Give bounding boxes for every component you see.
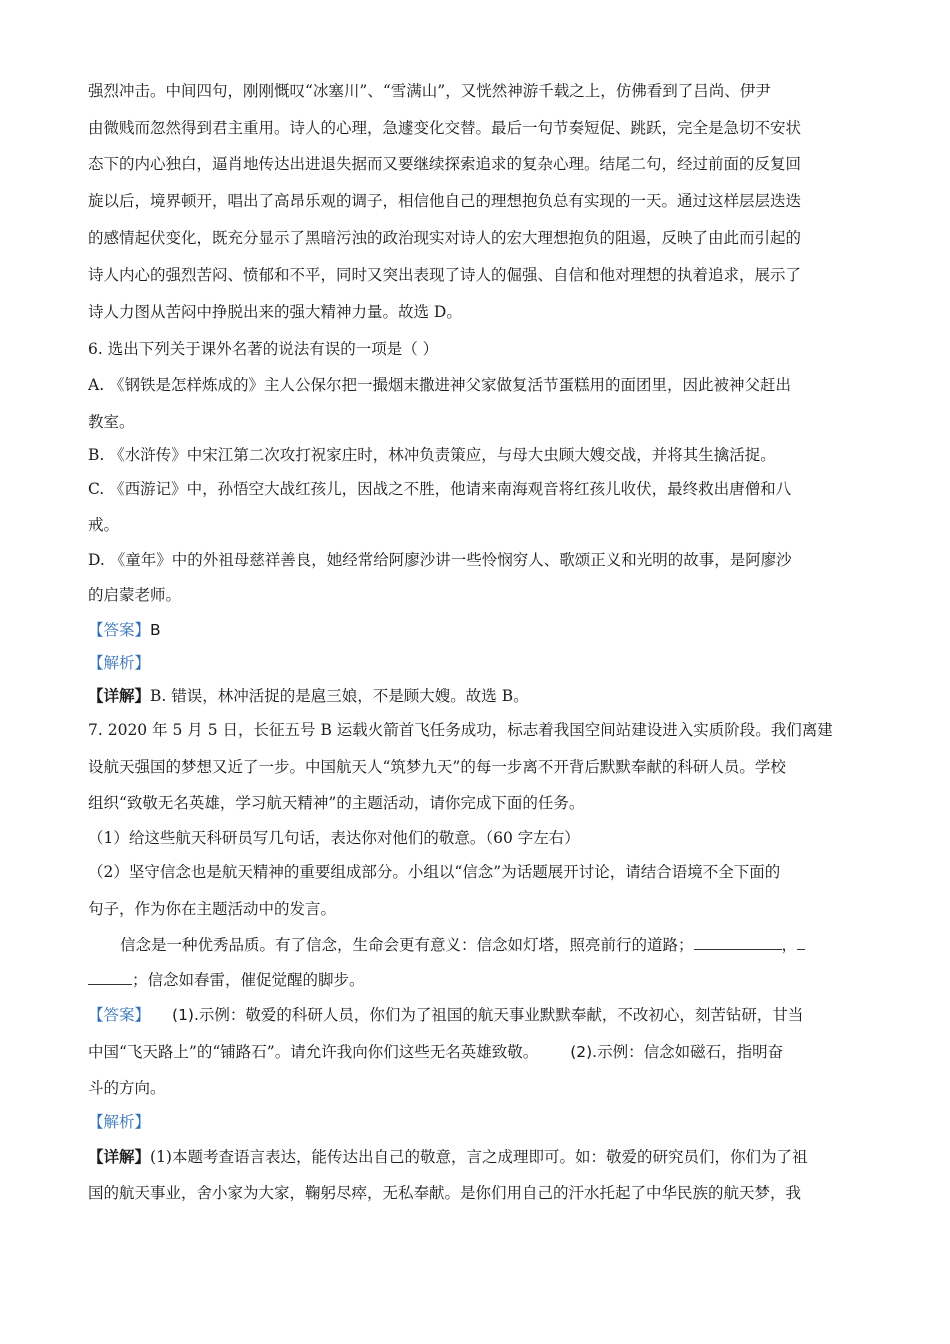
q7-sub2-cont: 句子，作为你在主题活动中的发言。	[88, 900, 337, 918]
q7-passage-line2	[88, 968, 868, 992]
q7-sub2: （2）坚守信念也是航天精神的重要组成部分。小组以“信念”为话题展开讨论，请结合语境不全下面的	[88, 863, 781, 881]
q6-option-b: B. 《水浒传》中宋江第二次攻打祝家庄时，林冲负责策应，与母大虫顾大嫂交战，并将其生擒活捉。	[88, 446, 776, 464]
q6-option-c: C. 《西游记》中，孙悟空大战红孩儿，因战之不胜，他请来南海观音将红孩儿收伏，最终救出唐僧和八	[88, 480, 792, 498]
q7-answer-row2	[88, 1040, 868, 1064]
q7-stem-line3: 组织“致敬无名英雄，学习航天精神”的主题活动，请你完成下面的任务。	[88, 794, 585, 812]
q5-analysis-line: 诗人内心的强烈苦闷、愤郁和不平，同时又突出表现了诗人的倔强、自信和他对理想的执着追求，展示了	[88, 266, 802, 284]
q6-answer-row	[88, 618, 868, 642]
answer-tag: 【答案】	[88, 621, 151, 639]
fill-blank-2-start	[797, 935, 805, 950]
q7-passage-comma: ，	[781, 936, 798, 954]
detail-tag: 【详解】	[88, 686, 151, 705]
q7-analysis-tag: 【解析】	[88, 1113, 151, 1131]
q6-option-d-cont: 的启蒙老师。	[88, 586, 182, 604]
q7-passage-line1	[120, 933, 900, 957]
q6-answer: B	[150, 621, 161, 639]
q7-passage-part2: ；信念如春雷，催促觉醒的脚步。	[132, 971, 365, 989]
q7-stem-line2: 设航天强国的梦想又近了一步。中国航天人“筑梦九天”的每一步离不开背后默默奉献的科研人员。学校	[88, 758, 786, 776]
fill-blank-2-end	[88, 970, 132, 985]
q5-analysis-line: 态下的内心独白，逼肖地传达出进退失据而又要继续探索追求的复杂心理。结尾二句，经过前面的反复回	[88, 155, 802, 173]
q7-answer-row3: 斗的方向。	[88, 1079, 166, 1097]
q7-answer-2-num: (2).	[570, 1043, 598, 1061]
detail-tag: 【详解】	[88, 1147, 151, 1166]
q6-detail-row	[88, 684, 868, 708]
q7-detail-row2: 国的航天事业，舍小家为大家，鞠躬尽瘁，无私奉献。是你们用自己的汗水托起了中华民族的航天梦，我	[88, 1184, 802, 1202]
q5-analysis-line: 的感情起伏变化，既充分显示了黑暗污浊的政治现实对诗人的宏大理想抱负的阻遏，反映了由此而引起的	[88, 229, 802, 247]
q7-answer-1-num: (1).	[172, 1006, 199, 1024]
q7-passage-part1: 信念是一种优秀品质。有了信念，生命会更有意义：信念如灯塔，照亮前行的道路；	[120, 936, 694, 954]
q6-analysis-tag: 【解析】	[88, 654, 151, 672]
q7-answer-row1	[88, 1003, 868, 1027]
q5-analysis-line: 旋以后，境界顿开，唱出了高昂乐观的调子，相信他自己的理想抱负总有实现的一天。通过这样层层迭迭	[88, 192, 802, 210]
q6-stem: 6. 选出下列关于课外名著的说法有误的一项是（ ）	[88, 340, 439, 358]
q6-option-d: D. 《童年》中的外祖母慈祥善良，她经常给阿廖沙讲一些怜悯穷人、歌颂正义和光明的故事，是阿廖沙	[88, 551, 792, 569]
q6-option-a-cont: 教室。	[88, 413, 135, 431]
fill-blank-1	[694, 935, 782, 950]
q7-detail-row1	[88, 1145, 868, 1169]
q7-answer-1-cont: 中国“飞天路上”的“铺路石”。请允许我向你们这些无名英雄致敬。	[88, 1043, 539, 1061]
q5-analysis-line: 强烈冲击。中间四句，刚刚慨叹“冰塞川”、“雪满山”，又恍然神游千载之上，仿佛看到了吕尚、伊尹	[88, 82, 771, 100]
q5-analysis-line: 诗人力图从苦闷中挣脱出来的强大精神力量。故选 D。	[88, 303, 462, 321]
q7-answer-1: 示例：敬爱的科研人员，你们为了祖国的航天事业默默奉献，不改初心，刻苦钻研，甘当	[198, 1006, 804, 1024]
q6-option-c-cont: 戒。	[88, 516, 120, 534]
q7-sub1: （1）给这些航天科研员写几句话，表达你对他们的敬意。（60 字左右）	[88, 829, 580, 847]
q7-stem-line1: 7. 2020 年 5 月 5 日，长征五号 B 运载火箭首飞任务成功，标志着我国空间站建设进入实质阶段。我们离建	[88, 721, 833, 739]
q7-detail-1: (1)本题考查语言表达，能传达出自己的敬意，言之成理即可。如：敬爱的研究员们，你们为了祖	[150, 1148, 808, 1166]
q6-option-a: A. 《钢铁是怎样炼成的》主人公保尔把一撮烟末撒进神父家做复活节蛋糕用的面团里，因此被神父赶出	[88, 376, 792, 394]
q7-answer-2: 示例：信念如磁石，指明奋	[597, 1043, 784, 1061]
q5-analysis-line: 由微贱而忽然得到君主重用。诗人的心理，急遽变化交替。最后一句节奏短促、跳跃，完全是急切不安状	[88, 119, 802, 137]
answer-tag: 【答案】	[88, 1006, 151, 1024]
q6-detail: B. 错误，林冲活捉的是扈三娘，不是顾大嫂。故选 B。	[150, 687, 529, 705]
